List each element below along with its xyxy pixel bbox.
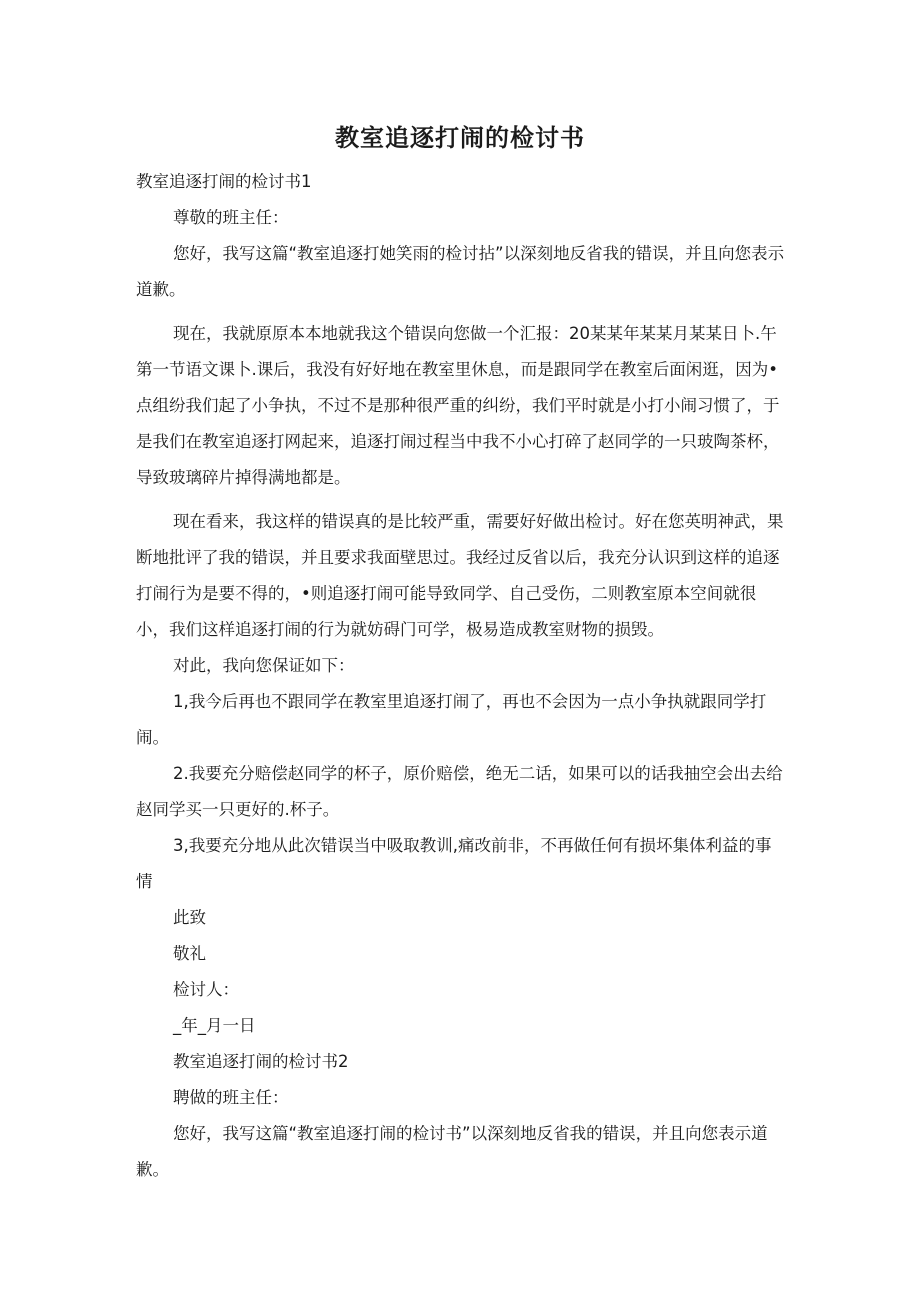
paragraph-report: 现在，我就原原本本地就我这个错误向您做一个汇报：20某某年某某月某某日卜.午第一节语文课卜.课后，我没有好好地在教室里休息，而是跟同学在教室后面闲逛，因为•点组纷我们起了小争执，不过不是那种很严重的纠纷，我们平时就是小打小闹习惯了，于是我们在教室追逐打网起来，追逐打闹过程当中我不小心打碎了赵同学的一只玻陶茶杯，导致玻璃碎片掉得满地都是。 <box>136 324 780 487</box>
section-heading-1: 教室追逐打闹的检讨书1 <box>136 172 312 191</box>
promise-item-2: 2.我要充分赔偿赵同学的杯子，原价赔偿，绝无二话，如果可以的话我抽空会出去给赵同学买一只更好的.杯子。 <box>136 764 783 819</box>
closing-jingli: 敬礼 <box>173 944 206 963</box>
salutation-2: 聘做的班主任： <box>173 1088 289 1107</box>
section-heading-2: 教室追逐打闹的检讨书2 <box>173 1052 349 1071</box>
document-body <box>136 164 786 1188</box>
date-line: _年_月一日 <box>173 1016 256 1035</box>
paragraph-promise-intro: 对此，我向您保证如下： <box>173 656 355 675</box>
signature-line: 检讨人： <box>173 980 239 999</box>
paragraph-intro: 您好，我写这篇“教室追逐打她笑雨的检讨拈”以深刻地反省我的错误，并且向您表示道歉。 <box>136 244 785 299</box>
promise-item-3: 3,我要充分地从此次错误当中吸取教训,痛改前非，不再做任何有损坏集体利益的事情 <box>136 836 772 891</box>
promise-item-1: 1,我今后再也不跟同学在教室里追逐打闹了，再也不会因为一点小争执就跟同学打闹。 <box>136 692 767 747</box>
closing-cizhi: 此致 <box>173 908 206 927</box>
paragraph-intro-2: 您好，我写这篇“教室追逐打闹的检讨书”以深刻地反省我的错误，并且向您表示道歉。 <box>136 1124 768 1179</box>
paragraph-reflection: 现在看来，我这样的错误真的是比较严重，需要好好做出检讨。好在您英明神武，果断地批评了我的错误，并且要求我面壁思过。我经过反省以后，我充分认识到这样的追逐打闹行为是要不得的，•则追逐打闹可能导致同学、自己受伤，二则教室原本空间就很小，我们这样追逐打闹的行为就妨碍门可学，极易造成教室财物的损毁。 <box>136 512 784 639</box>
salutation: 尊敬的班主任： <box>173 208 289 227</box>
document-title: 教室追逐打闹的检讨书 <box>335 124 585 152</box>
